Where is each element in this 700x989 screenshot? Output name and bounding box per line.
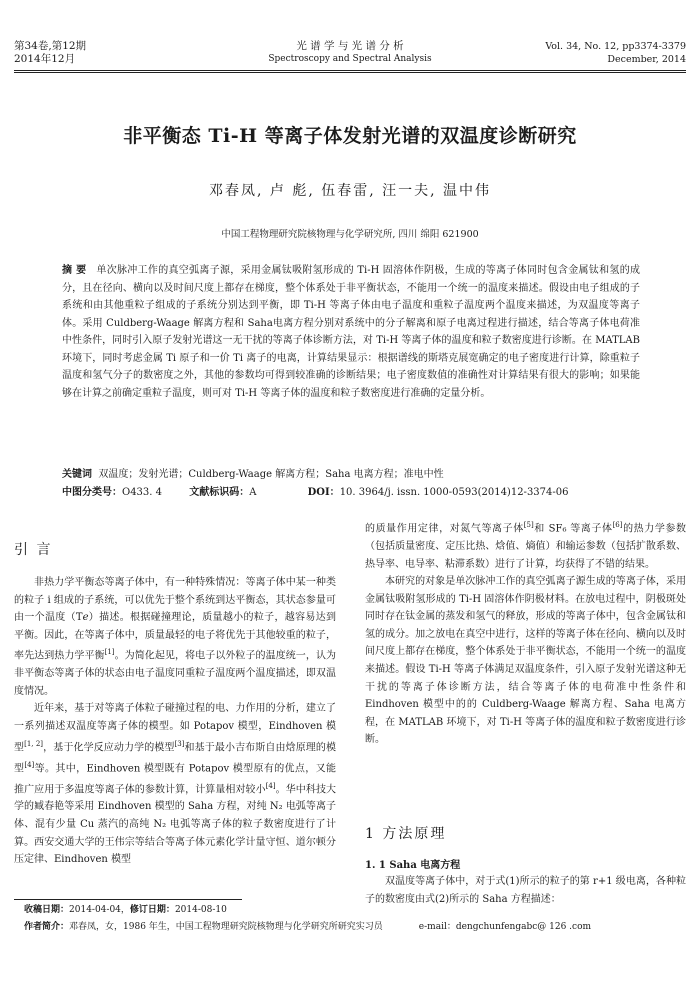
abstract-label: 摘 要 (62, 265, 87, 276)
right-column (365, 517, 686, 749)
abstract-text: 单次脉冲工作的真空弧离子源，采用金属钛吸附氢形成的 Ti-H 固溶体作阴极，生成的等离子体同时包含金属钛和氢的成分，且在径向、横向以及时间尺度上都存在梯度，整个体系处于非平衡状态，不能用一个统一的温度来描述。假设由电子组成的子系统和由其他重粒子组成的子系统分别达到平衡，即 Ti-H 等离子体由电子温度和重粒子温度两个温度来描述，为双温度等离子体。采用 Culdberg-Waage 解离方程和 Saha电离方程分别对系统中的分子解离和原子电离过程进行描述，结合等离子体电荷准中性条件，同时引入原子发射光谱这一无干扰的等离子体诊断方法，对 Ti-H 等离子体的温度和粒子数密度进行诊断。在 MATLAB 环境下，同时考虑金属 Ti 原子和一价 Ti 离子的电离，计算结果显示：根据谱线的斯塔克展宽确定的电子密度进行计算，除重粒子温度和氢气分子的数密度之外，其他的参数均可得到较准确的诊断结果；电子密度数值的准确性对计算结果有很大的影响；如果能够在计算之前确定重粒子温度，则可对 Ti-H 等离子体的温度和粒子数密度进行准确的定量分析。 (62, 265, 641, 399)
date-en: December, 2014 (607, 54, 686, 65)
header-rule-thin (14, 72, 686, 73)
author-bio: 作者简介：邓春凤，女，1986 年生，中国工程物理研究院核物理与化学研究所研究实习员 e-mail：dengchunfengabc@ 126 .com (24, 922, 592, 932)
volume-issue-cn: 第34卷,第12期 (14, 40, 87, 52)
keywords-label: 关键词 (62, 469, 92, 480)
doc-code-label: 文献标识码： (189, 486, 250, 498)
citation[interactable]: [6] (612, 521, 623, 529)
intro-paragraph-4: 本研究的对象是单次脉冲工作的真空弧离子源生成的等离子体，采用金属钛吸附氢形成的 Ti-H 固溶体作阴极材料。在放电过程中，阴极斑处同时存在钛金属的蒸发和氢气的释放，形成的等离子体中，包含金属钛和氢的成分。加之放电在真空中进行，这样的等离子体在径向、横向以及时间尺度上都存在梯度，整个体系处于非平衡状态，不能用一个统一的温度来描述。假设 Ti-H 等离子体满足双温度条件，引入原子发射光谱这种无干扰的等离子体诊断方法，结合等离子体的电荷准中性条件和 Eindhoven 模型中的的 Culdberg-Waage 解离方程、Saha 电离方程，在 MATLAB 环境下，对 Ti-H 等离子体的温度和粒子数密度进行诊断。 (365, 576, 686, 746)
citation[interactable]: [1, 2] (24, 739, 44, 748)
header-rule (14, 70, 686, 71)
citation[interactable]: [4] (24, 760, 35, 769)
journal-name-en: Spectroscopy and Spectral Analysis (268, 54, 432, 64)
footnote-rule (14, 899, 242, 900)
header-right (545, 40, 686, 66)
section-introduction-heading: 引 言 (14, 542, 53, 558)
citation[interactable]: [5] (523, 521, 534, 529)
subsection-saha-heading: 1. 1 Saha 电离方程 (365, 860, 461, 871)
left-column (14, 574, 336, 869)
doi-value: 10. 3964/j. issn. 1000-0593(2014)12-3374-06 (339, 486, 569, 498)
section-method-heading: 1 方法原理 (365, 826, 447, 842)
clc-value: O433. 4 (122, 486, 163, 498)
author-list: 邓春凤, 卢 彪, 伍春雷, 汪一夫, 温中伟 (208, 183, 492, 199)
intro-paragraph-2: 近年来，基于对等离子体粒子碰撞过程的电、力作用的分析，建立了一系列描述双温度等离子体的模型。如 Potapov 模型，Eindhoven 模型[1, 2]，基于化学反应动力学的模型[3]和基于最小吉布斯自由焓原理的模型[4]等。其中，Eindhoven 模型既有 Potapov 模型原有的优点，又能推广应用于多温度等离子体的参数计算，计算量相对较小[4]。华中科技大学的臧春艳等采用 Eindhoven 模型的 Saha 方程，对纯 N₂ 电弧等离子体、混有少量 Cu 蒸汽的高纯 N₂ 电弧等离子体的粒子数密度进行了计算。西安交通大学的王伟宗等结合等离子体元素化学计量守恒、道尔顿分压定律、Eindhoven 模型 (14, 703, 337, 866)
journal-name-cn: 光 谱 学 与 光 谱 分 析 (296, 40, 404, 52)
clc-label: 中图分类号： (62, 486, 122, 498)
affiliation: 中国工程物理研究院核物理与化学研究所, 四川 绵阳 621900 (221, 229, 479, 240)
author-email[interactable]: e-mail：dengchunfengabc@ 126 .com (418, 922, 592, 932)
doi-label: DOI： (307, 486, 340, 498)
intro-paragraph-1: 非热力学平衡态等离子体中，有一种特殊情况：等离子体中某一种类的粒子 i 组成的子系统，可以优先于整个系统到达平衡态，其状态参量可由一个温度（Te）描述。根据碰撞理论，质量越小的粒子，越容易达到平衡。因此，在等离子体中，质量最轻的电子将优先于其他较重的粒子，率先达到热力学平衡[1]。为简化起见，将电子以外粒子的温度统一，认为非平衡态等离子体的状态由电子温度同重粒子温度两个温度描述，即双温度情况。 (14, 577, 337, 697)
citation[interactable]: [4] (265, 781, 276, 790)
citation[interactable]: [3] (174, 739, 185, 748)
received-dates: 收稿日期：2014-04-04，修订日期：2014-08-10 (24, 905, 227, 915)
keywords-block (62, 466, 640, 501)
date-cn: 2014年12月 (14, 53, 76, 65)
doc-code-value: A (249, 486, 257, 498)
classification-line (62, 484, 640, 502)
citation[interactable]: [1] (104, 648, 115, 657)
keywords-line (62, 466, 640, 484)
volume-pages-en: Vol. 34, No. 12, pp3374-3379 (545, 41, 686, 52)
intro-paragraph-3: 的质量作用定律，对氮气等离子体[5]和 SF₆ 等离子体[6]的热力学参数（包括质量密度、定压比热、焓值、熵值）和输运参数（包括扩散系数、热导率、电导率、粘滞系数）进行了计算，均获得了不错的结果。 (365, 521, 687, 570)
method-paragraph: 双温度等离子体中，对于式(1)所示的粒子的第 r+1 级电离，各种粒子的数密度由式(2)所示的 Saha 方程描述： (365, 876, 686, 905)
abstract (62, 262, 640, 402)
keywords-text: 双温度；发射光谱；Culdberg-Waage 解离方程；Saha 电离方程；准电中性 (98, 469, 444, 480)
paper-title: 非平衡态 Ti-H 等离子体发射光谱的双温度诊断研究 (123, 125, 577, 147)
